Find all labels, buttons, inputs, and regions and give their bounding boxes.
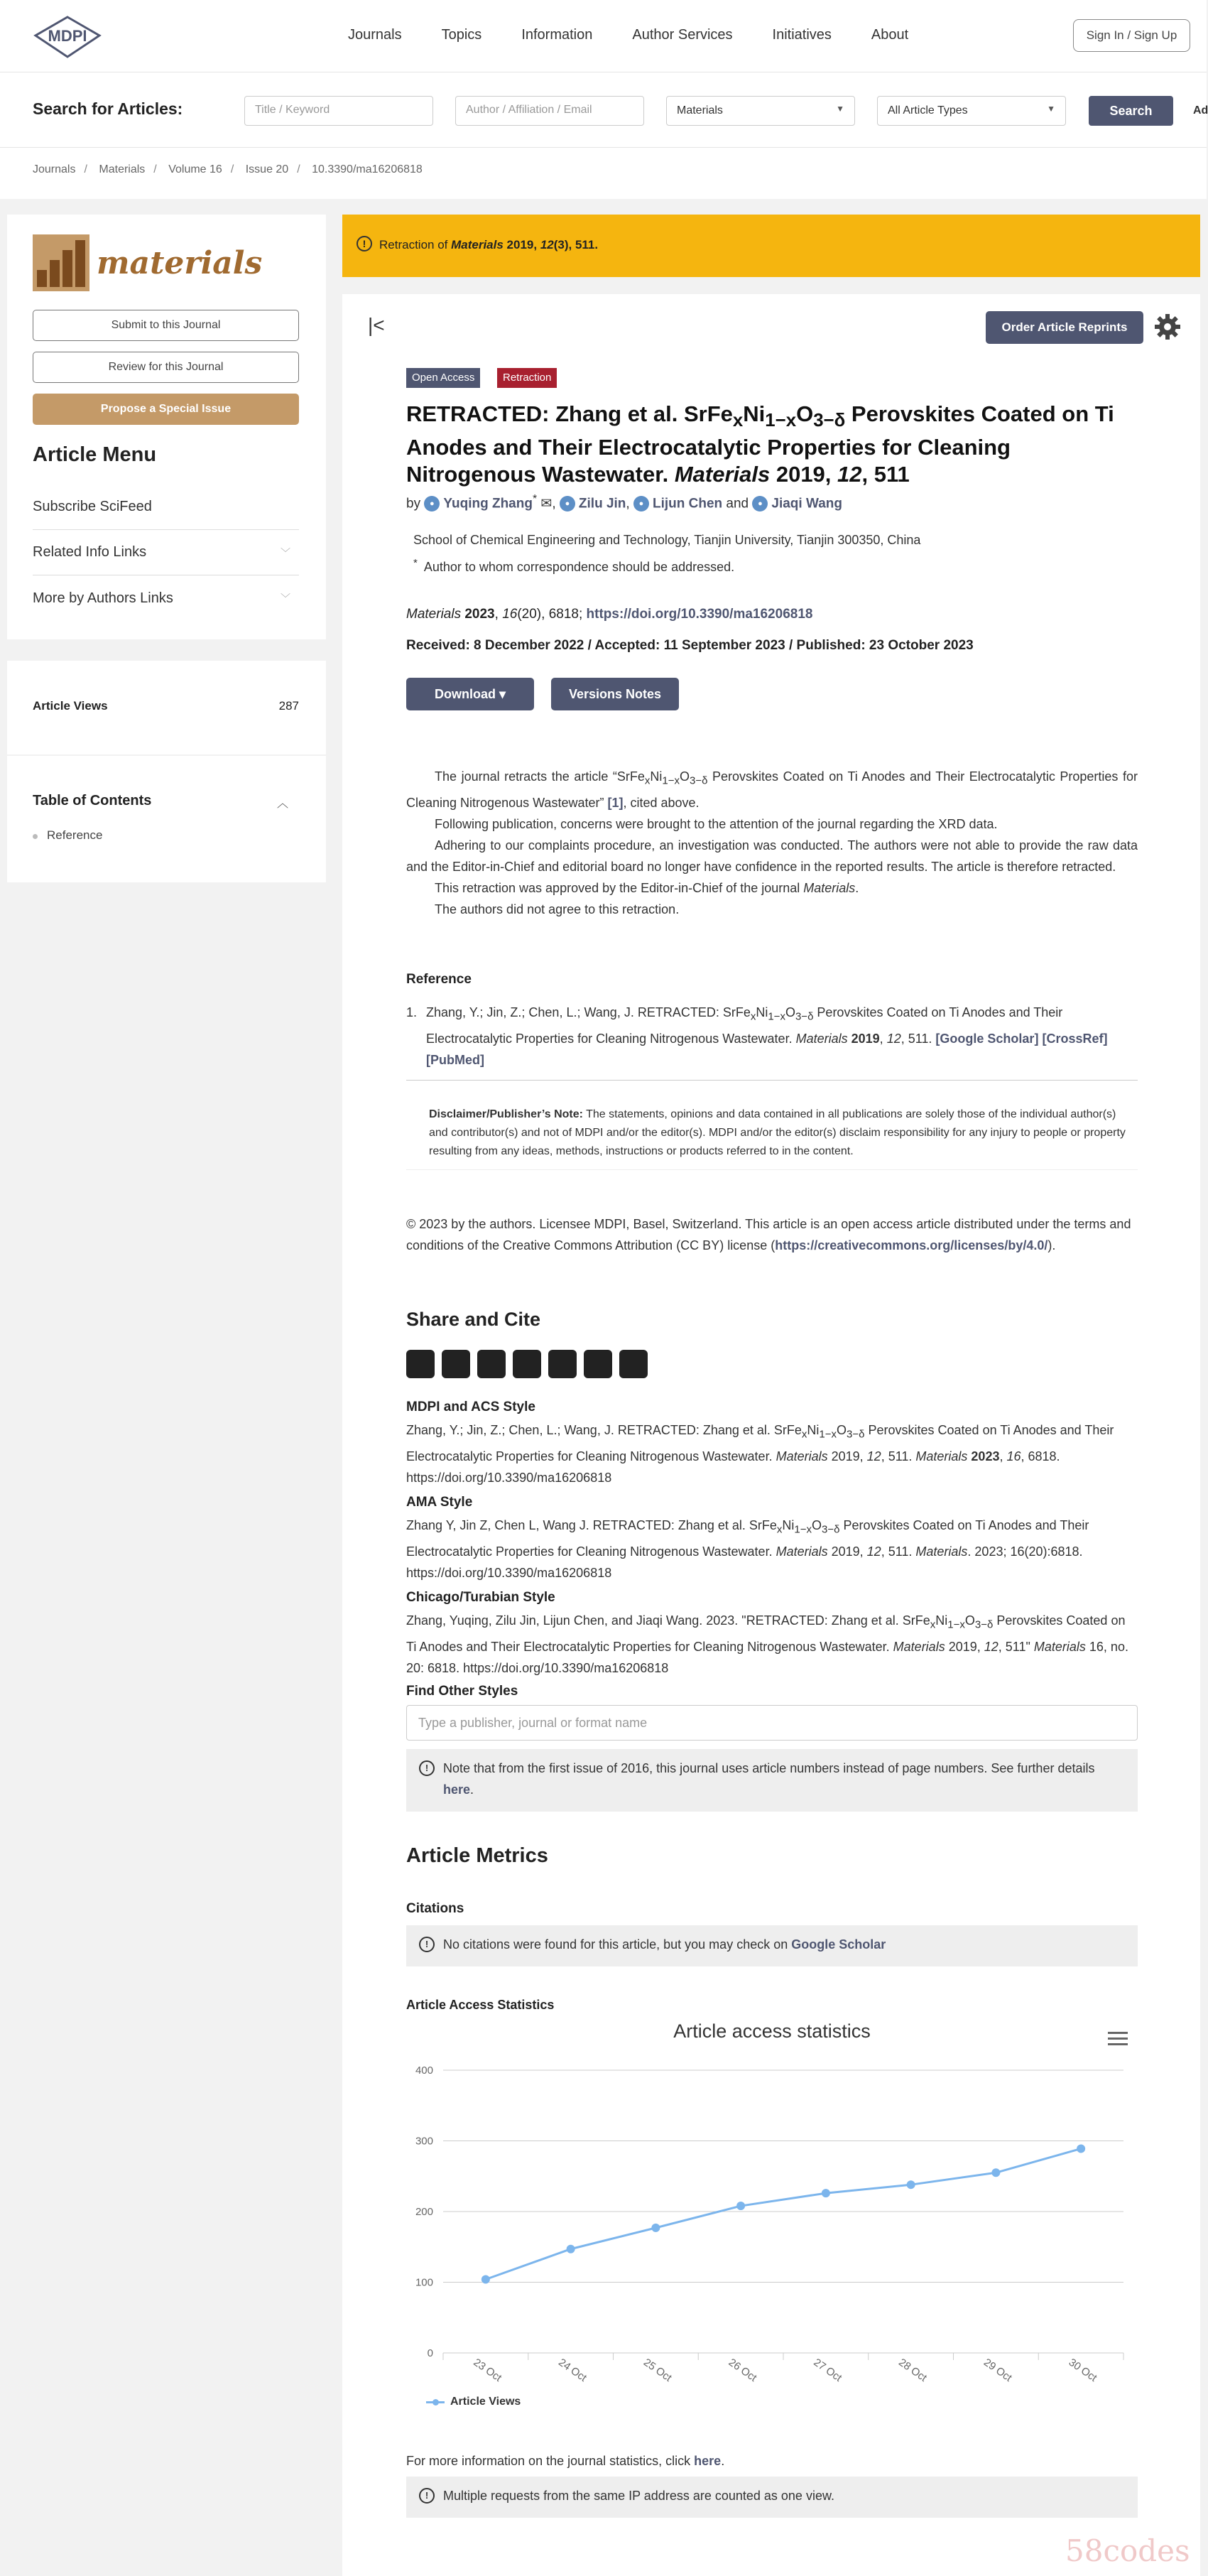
- propose-special-issue-button[interactable]: Propose a Special Issue: [33, 394, 299, 425]
- x-tick-label: 30 Oct: [1066, 2356, 1099, 2384]
- chart-title: Article access statistics: [673, 2020, 871, 2042]
- data-point: [736, 2202, 745, 2210]
- crossref-link[interactable]: [CrossRef]: [1042, 1031, 1108, 1046]
- crumb-materials[interactable]: Materials: [99, 163, 146, 175]
- article-title: RETRACTED: Zhang et al. $SrFe_xNi_{1-x}O_{3-\delta}$ Perovskites Coated on Ti Anodes and Their Electrocatalytic Properties for Cleaning Nitrogenous Wastewater. Materials 2019, 12, 511: [406, 401, 1114, 487]
- main-nav: [348, 27, 948, 43]
- chart-legend[interactable]: [426, 2396, 521, 2408]
- notice-rest: (3), 511.: [553, 238, 599, 251]
- style-citation[interactable]: Zhang Y, Jin Z, Chen L, Wang J. RETRACTED: Zhang et al. $SrFe_xNi_{1-x}O_{3-\delta}$ Perovskites Coated on Ti Anodes and Their Electrocatalytic Properties for Cleaning Nitrogenous Wastewater. Materials 2019, 12, 511. Materials. 2023; 16(20):6818. https://doi.org/10.3390/ma16206818: [406, 1518, 1089, 1580]
- correspondence-note: * Author to whom correspondence should be addressed.: [413, 557, 735, 574]
- versions-notes-button[interactable]: Versions Notes: [551, 678, 679, 710]
- author-zilu-jin[interactable]: Zilu Jin: [578, 496, 626, 512]
- article-body: [406, 766, 1138, 920]
- data-point: [1077, 2144, 1085, 2153]
- citations-note: ! No citations were found for this article, but you may check on Google Scholar: [406, 1925, 1138, 1966]
- author-jiaqi-wang[interactable]: Jiaqi Wang: [771, 496, 842, 512]
- toc-item-reference[interactable]: Reference: [47, 828, 103, 842]
- corresponding-mark: *: [532, 493, 538, 505]
- y-tick-label: 0: [427, 2347, 433, 2359]
- journal-stats-note: For more information on the journal statistics, click here.: [406, 2454, 725, 2468]
- by-label: by: [406, 496, 421, 512]
- chevron-down-icon: ﹀: [281, 592, 290, 604]
- find-styles-heading: Find Other Styles: [406, 1684, 518, 1699]
- citations-heading: Citations: [406, 1901, 464, 1916]
- advanced-search-link[interactable]: Ad: [1193, 104, 1208, 117]
- journal-select[interactable]: [666, 96, 855, 126]
- author-icon: ●: [752, 496, 768, 512]
- chart-menu-icon[interactable]: [1108, 2032, 1128, 2046]
- legend-label: Article Views: [450, 2396, 521, 2408]
- article-number-note: ! Note that from the first issue of 2016, this journal uses article numbers instead of page numbers. See further details here.: [406, 1749, 1138, 1812]
- nav-about[interactable]: About: [871, 27, 909, 43]
- gear-icon[interactable]: [1153, 313, 1182, 341]
- access-chart: [406, 2020, 1138, 2418]
- crumb-doi[interactable]: 10.3390/ma16206818: [312, 163, 423, 175]
- nav-topics[interactable]: Topics: [441, 27, 482, 43]
- chevron-down-icon: ﹀: [281, 546, 290, 558]
- chevron-down-icon: ▼: [836, 104, 844, 114]
- access-stats-heading: Article Access Statistics: [406, 1998, 555, 2012]
- article-type-value: All Article Types: [888, 104, 968, 117]
- menu-more-by-authors[interactable]: [33, 575, 299, 621]
- info-icon: !: [419, 1937, 435, 1952]
- menu-subscribe-scifeed[interactable]: [33, 485, 299, 530]
- data-point: [567, 2245, 575, 2253]
- menu-item-label: Subscribe SciFeed: [33, 499, 152, 514]
- style-heading: MDPI and ACS Style: [406, 1400, 535, 1414]
- style-heading: Chicago/Turabian Style: [406, 1590, 555, 1605]
- license-link[interactable]: https://creativecommons.org/licenses/by/4.0/: [775, 1238, 1048, 1252]
- divider: [406, 1080, 1138, 1081]
- signin-button[interactable]: Sign In / Sign Up: [1073, 19, 1190, 52]
- google-scholar-link[interactable]: Google Scholar: [791, 1937, 886, 1952]
- review-journal-button[interactable]: Review for this Journal: [33, 352, 299, 383]
- notice-year: 2019,: [503, 238, 540, 251]
- download-button[interactable]: [406, 678, 534, 710]
- info-icon: !: [419, 1760, 435, 1776]
- author-list: by ● Yuqing Zhang* ✉, ● Zilu Jin, ● Lijun Chen and ● Jiaqi Wang: [406, 493, 842, 512]
- author-lijun-chen[interactable]: Lijun Chen: [652, 496, 723, 512]
- reference-link[interactable]: [1]: [607, 795, 624, 810]
- y-tick-label: 200: [415, 2206, 433, 2218]
- toc-title[interactable]: Table of Contents: [33, 793, 152, 808]
- nav-author-services[interactable]: Author Services: [632, 27, 733, 43]
- collapse-sidebar-icon[interactable]: |<: [368, 314, 385, 336]
- publication-dates: Received: 8 December 2022 / Accepted: 11 September 2023 / Published: 23 October 2023: [406, 638, 974, 653]
- sidebar-toc-card: [7, 756, 326, 882]
- svg-text:MDPI: MDPI: [48, 27, 87, 45]
- share-cite-heading: Share and Cite: [406, 1309, 541, 1330]
- info-icon: !: [357, 236, 372, 251]
- reddit-icon[interactable]: [584, 1350, 612, 1378]
- style-heading: AMA Style: [406, 1495, 473, 1510]
- find-styles-input[interactable]: Type a publisher, journal or format name: [406, 1705, 1138, 1741]
- journal-logo[interactable]: [33, 234, 262, 291]
- breadcrumb: Journals / Materials / Volume 16 / Issue 20 / 10.3390/ma16206818: [0, 148, 1207, 199]
- journal-name: materials: [97, 244, 263, 281]
- stats-here-link[interactable]: here: [694, 2454, 722, 2468]
- twitter-icon[interactable]: [442, 1350, 470, 1378]
- email-icon[interactable]: [406, 1350, 435, 1378]
- top-nav: [0, 0, 1207, 72]
- retraction-badge[interactable]: Retraction: [497, 368, 557, 388]
- body-paragraph: The authors did not agree to this retraction.: [435, 902, 680, 916]
- sidebar-journal-card: [7, 215, 326, 639]
- legend-swatch: [426, 2401, 445, 2403]
- data-point: [651, 2224, 660, 2232]
- views-count: 287: [278, 699, 299, 713]
- ip-note: ! Multiple requests from the same IP address are counted as one view.: [406, 2477, 1138, 2518]
- mdpi-logo[interactable]: [33, 14, 102, 60]
- y-tick-label: 100: [415, 2276, 433, 2289]
- chevron-down-icon: ▾: [499, 686, 506, 701]
- nav-information[interactable]: Information: [521, 27, 593, 43]
- wechat-icon[interactable]: [548, 1350, 577, 1378]
- keyword-input[interactable]: Title / Keyword: [244, 96, 433, 126]
- watermark: 58codes: [1065, 2533, 1190, 2568]
- share-icons: [406, 1350, 648, 1378]
- doi-link[interactable]: https://doi.org/10.3390/ma16206818: [586, 607, 813, 622]
- author-icon: ●: [633, 496, 649, 512]
- crumb-journals[interactable]: Journals: [33, 163, 76, 175]
- style-citation[interactable]: Zhang, Yuqing, Zilu Jin, Lijun Chen, and Jiaqi Wang. 2023. "RETRACTED: Zhang et al. $SrFe_xNi_{1-x}O_{3-\delta}$ Perovskites Coated on Ti Anodes and Their Electrocatalytic Properties for Cleaning Nitrogenous Wastewater. Materials 2019, 12, 511" Materials 16, no. 20: 6818. https://doi.org/10.3390/ma16206818: [406, 1613, 1128, 1675]
- article-metrics-heading: Article Metrics: [406, 1844, 548, 1867]
- x-tick-label: 27 Oct: [811, 2356, 844, 2384]
- menu-item-label: Related Info Links: [33, 544, 147, 560]
- data-point: [481, 2275, 490, 2284]
- style-citation[interactable]: Zhang, Y.; Jin, Z.; Chen, L.; Wang, J. RETRACTED: Zhang et al. $SrFe_xNi_{1-x}O_{3-\delta}$ Perovskites Coated on Ti Anodes and Their Electrocatalytic Properties for Cleaning Nitrogenous Wastewater. Materials 2019, 12, 511. Materials 2023, 16, 6818. https://doi.org/10.3390/ma16206818: [406, 1423, 1114, 1485]
- author-icon: ●: [424, 496, 440, 512]
- x-tick-label: 24 Oct: [556, 2356, 589, 2384]
- body-paragraph: This retraction was approved by the Editor-in-Chief of the journal Materials.: [435, 880, 859, 895]
- views-label: Article Views: [33, 699, 108, 713]
- google-scholar-link[interactable]: [Google Scholar]: [935, 1031, 1039, 1046]
- linkedin-icon[interactable]: [477, 1350, 506, 1378]
- order-reprints-button[interactable]: Order Article Reprints: [986, 311, 1143, 344]
- retraction-notice: [342, 215, 1200, 277]
- y-tick-label: 300: [415, 2135, 433, 2148]
- series-line: [486, 2148, 1081, 2279]
- and-label: and: [726, 496, 749, 512]
- license-text: © 2023 by the authors. Licensee MDPI, Basel, Switzerland. This article is an open access article distributed under the terms and conditions of the Creative Commons Attribution (CC BY) license (https://creativecommons.org/licenses/by/4.0/).: [406, 1217, 1131, 1252]
- divider: [406, 1169, 1138, 1170]
- notice-volume: 12: [540, 238, 554, 251]
- x-tick-label: 25 Oct: [641, 2356, 674, 2384]
- data-point: [907, 2180, 915, 2189]
- y-tick-label: 400: [415, 2064, 433, 2077]
- journal-select-value: Materials: [677, 104, 723, 117]
- submit-journal-button[interactable]: Submit to this Journal: [33, 310, 299, 341]
- search-title: Search for Articles:: [33, 99, 183, 118]
- article-type-select[interactable]: [877, 96, 1066, 126]
- search-button[interactable]: Search: [1089, 96, 1173, 126]
- menu-related-info[interactable]: [33, 530, 299, 575]
- x-tick-label: 28 Oct: [896, 2356, 930, 2384]
- bullet-icon: [33, 834, 38, 839]
- notice-prefix: Retraction of: [379, 238, 452, 251]
- access-chart-svg: [406, 2020, 1138, 2390]
- notice-text[interactable]: [379, 238, 598, 252]
- facebook-icon[interactable]: [513, 1350, 541, 1378]
- disclaimer: Disclaimer/Publisher’s Note: The statements, opinions and data contained in all publications are solely those of the individual author(s) and contributor(s) and not of MDPI and/or the editor(s). MDPI and/or the editor(s) disclaim responsibility for any injury to people or property resulting from any ideas, methods, instructions or products referred to in the content.: [429, 1108, 1126, 1157]
- reference-heading: Reference: [406, 972, 472, 987]
- notice-journal: Materials: [451, 238, 504, 251]
- author-icon: ●: [560, 496, 575, 512]
- reference-item: 1. Zhang, Y.; Jin, Z.; Chen, L.; Wang, J. RETRACTED: $SrFe_xNi_{1-x}O_{3-\delta}$ Perovskites Coated on Ti Anodes and Their Electrocatalytic Properties for Cleaning Nitrogenous Wastewater. Materials 2019, 12, 511. [Google Scholar] [CrossRef] [PubMed]: [406, 1005, 1108, 1067]
- search-bar: [0, 72, 1207, 148]
- x-tick-label: 23 Oct: [471, 2356, 504, 2384]
- author-input[interactable]: Author / Affiliation / Email: [455, 96, 644, 126]
- open-access-badge[interactable]: Open Access: [406, 368, 480, 388]
- x-tick-label: 29 Oct: [981, 2356, 1014, 2384]
- details-link[interactable]: here: [443, 1782, 471, 1797]
- sidebar-views-card: [7, 661, 326, 754]
- author-yuqing-zhang[interactable]: Yuqing Zhang: [443, 496, 533, 512]
- info-icon: !: [419, 2488, 435, 2504]
- materials-logo-icon: [33, 234, 89, 291]
- article-views-row: [33, 699, 299, 713]
- affiliation: School of Chemical Engineering and Technology, Tianjin University, Tianjin 300350, China: [413, 533, 921, 547]
- crumb-volume[interactable]: Volume 16: [168, 163, 222, 175]
- body-paragraph: The journal retracts the article “$SrFe_xNi_{1-x}O_{3-\delta}$ Perovskites Coated on Ti Anodes and Their Electrocatalytic Properties for Cleaning Nitrogenous Wastewater” [1], cited above.: [406, 769, 1138, 810]
- citation-line: Materials 2023, 16(20), 6818; https://doi.org/10.3390/ma16206818: [406, 607, 813, 622]
- chevron-up-icon[interactable]: ︿: [277, 798, 289, 810]
- mendeley-icon[interactable]: [619, 1350, 648, 1378]
- email-icon[interactable]: ✉: [540, 496, 553, 512]
- data-point: [822, 2189, 830, 2197]
- nav-journals[interactable]: Journals: [348, 27, 402, 43]
- article-menu-title: Article Menu: [33, 443, 157, 466]
- crumb-issue[interactable]: Issue 20: [245, 163, 289, 175]
- pubmed-link[interactable]: [PubMed]: [426, 1052, 484, 1067]
- nav-initiatives[interactable]: Initiatives: [772, 27, 832, 43]
- article-card: [342, 294, 1200, 2576]
- menu-item-label: More by Authors Links: [33, 590, 173, 606]
- x-tick-label: 26 Oct: [726, 2356, 759, 2384]
- body-paragraph: Following publication, concerns were brought to the attention of the journal regarding the XRD data.: [435, 816, 998, 831]
- chevron-down-icon: ▼: [1047, 104, 1055, 114]
- data-point: [991, 2168, 1000, 2177]
- download-label: Download: [434, 686, 496, 701]
- body-paragraph: Adhering to our complaints procedure, an investigation was conducted. The authors were not able to provide the raw data and the Editor-in-Chief and editorial board no longer have confidence in the reported results. The article is therefore retracted.: [406, 838, 1138, 874]
